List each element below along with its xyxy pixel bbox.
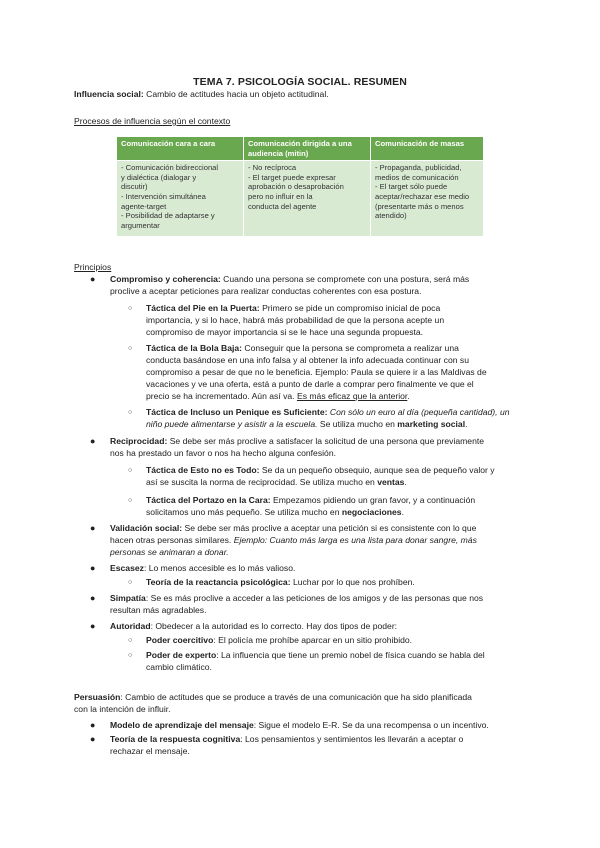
todo-text-2c: . bbox=[404, 477, 407, 487]
penique-text: Con sólo un euro al día (pequeña cantidad), un bbox=[327, 407, 510, 417]
bullet-icon: ● bbox=[90, 593, 96, 603]
cell-line: discutir) bbox=[121, 182, 148, 192]
pie-text: Primero se pide un compromiso inicial de poca bbox=[259, 303, 441, 313]
cell-line: medios de comunicación bbox=[375, 172, 459, 182]
cell-line: - Intervención simultánea bbox=[121, 191, 206, 201]
compromiso-text: Cuando una persona se compromete con una postura, será más bbox=[220, 274, 470, 284]
reciprocidad-text: Se debe ser más proclive a satisfacer la solicitud de una persona que previamente bbox=[167, 436, 485, 446]
cell-line: - Propaganda, publicidad, bbox=[375, 163, 462, 173]
portazo-label: Táctica del Portazo en la Cara: bbox=[146, 495, 271, 505]
experto-line-2: cambio climático. bbox=[146, 662, 212, 672]
penique-emphasis: marketing social bbox=[397, 419, 466, 429]
circle-bullet-icon: ○ bbox=[128, 637, 133, 644]
reactancia-text: Luchar por lo que nos prohíben. bbox=[290, 577, 415, 587]
autoridad-line bbox=[110, 621, 397, 632]
bullet-icon: ● bbox=[90, 436, 96, 446]
cell-line: - Posibilidad de adaptarse y bbox=[121, 211, 215, 221]
circle-bullet-icon: ○ bbox=[128, 467, 133, 474]
portazo-line-1 bbox=[146, 495, 475, 506]
circle-bullet-icon: ○ bbox=[128, 305, 133, 312]
reciprocidad-label: Reciprocidad: bbox=[110, 436, 168, 446]
penique-label: Táctica de Incluso un Penique es Suficiente: bbox=[146, 407, 328, 417]
validacion-line-3: personas se animaran a donar. bbox=[110, 547, 229, 557]
cognitiva-line-2: rechazar el mensaje. bbox=[110, 746, 190, 756]
pie-line-2: importancia, y si lo hace, habrá más probabilidad de que la persona acepte un bbox=[146, 315, 445, 325]
table-header-audiencia: Comunicación dirigida a una audiencia (mitin) bbox=[244, 137, 371, 161]
table-row bbox=[117, 161, 484, 237]
pie-line-3: compromiso de mayor importancia si se le hace una segunda propuesta. bbox=[146, 327, 424, 337]
validacion-example: Ejemplo: Cuanto más larga es una lista para donar sangre, más bbox=[233, 535, 477, 545]
cell-line: agente-target bbox=[121, 201, 167, 211]
bullet-icon: ● bbox=[90, 563, 96, 573]
validacion-line-1 bbox=[110, 523, 476, 534]
persuasion-text: : Cambio de actitudes que se produce a través de una comunicación que ha sido planificada bbox=[120, 692, 472, 702]
bullet-icon: ● bbox=[90, 523, 96, 533]
coercitivo-text: : El policía me prohíbe aparcar en un sitio prohibido. bbox=[213, 635, 413, 645]
circle-bullet-icon: ○ bbox=[128, 579, 133, 586]
principios-heading: Principios bbox=[74, 262, 112, 272]
todo-text: Se da un pequeño obsequio, aunque sea de pequeño valor y bbox=[259, 465, 495, 475]
experto-label: Poder de experto bbox=[146, 650, 217, 660]
simpatia-label: Simpatía bbox=[110, 593, 146, 603]
penique-example: niño puede alimentarse y asistir a la escuela. bbox=[146, 419, 318, 429]
todo-label: Táctica de Esto no es Todo: bbox=[146, 465, 260, 475]
portazo-line-2 bbox=[146, 507, 404, 518]
simpatia-line-1 bbox=[110, 593, 483, 604]
circle-bullet-icon: ○ bbox=[128, 497, 133, 504]
simpatia-text: : Se es más proclive a acceder a las peticiones de los amigos y de las personas que nos bbox=[145, 593, 484, 603]
reciprocidad-line-1 bbox=[110, 436, 484, 447]
bola-line-3: compromiso a pesar de que no le beneficia. Ejemplo: Paula se quiere ir a las Maldivas de bbox=[146, 367, 487, 377]
escasez-line bbox=[110, 563, 295, 574]
bullet-icon: ● bbox=[90, 621, 96, 631]
validacion-text-2a: hacen otras personas similares. bbox=[110, 535, 234, 545]
cell-line: atendido) bbox=[375, 211, 407, 221]
pie-line-1 bbox=[146, 303, 440, 314]
table-header-masas: Comunicación de masas bbox=[371, 137, 484, 161]
autoridad-text: : Obedecer a la autoridad es lo correcto. Hay dos tipos de poder: bbox=[150, 621, 398, 631]
validacion-line-2 bbox=[110, 535, 477, 546]
bullet-icon: ● bbox=[90, 734, 96, 744]
portazo-emphasis: negociaciones bbox=[341, 507, 402, 517]
persuasion-line-1 bbox=[74, 692, 472, 703]
simpatia-line-2: resultan más agradables. bbox=[110, 605, 207, 615]
portazo-text-2a: solicitamos uno más pequeño. Se utiliza mucho en bbox=[146, 507, 342, 517]
cell-line: argumentar bbox=[121, 220, 160, 230]
bullet-icon: ● bbox=[90, 274, 96, 284]
penique-line-2 bbox=[146, 419, 468, 430]
cognitiva-text: : Los pensamientos y sentimientos les llevarán a aceptar o bbox=[240, 734, 464, 744]
table-cell-audiencia bbox=[244, 161, 371, 237]
penique-line-1 bbox=[146, 407, 510, 418]
escasez-text: : Lo menos accesible es lo más valioso. bbox=[143, 563, 296, 573]
circle-bullet-icon: ○ bbox=[128, 409, 133, 416]
bullet-icon: ● bbox=[90, 720, 96, 730]
compromiso-line-2: proclive a aceptar peticiones para realizar conductas coherentes con esa postura. bbox=[110, 286, 422, 296]
influencia-label: Influencia social: bbox=[74, 89, 144, 99]
validacion-label: Validación social: bbox=[110, 523, 183, 533]
circle-bullet-icon: ○ bbox=[128, 345, 133, 352]
cognitiva-line-1 bbox=[110, 734, 463, 745]
reciprocidad-line-2: nos ha prestado un favor o nos ha hecho alguna confesión. bbox=[110, 448, 336, 458]
compromiso-line-1 bbox=[110, 274, 469, 285]
todo-text-2a: así se suscita la norma de reciprocidad. Se utiliza mucho en bbox=[146, 477, 378, 487]
cell-line: y dialéctica (dialogar y bbox=[121, 172, 197, 182]
cell-line: (presentarte más o menos bbox=[375, 201, 464, 211]
pie-label: Táctica del Pie en la Puerta: bbox=[146, 303, 260, 313]
cell-line: - El target puede expresar bbox=[248, 172, 336, 182]
todo-line-1 bbox=[146, 465, 495, 476]
reactancia-line bbox=[146, 577, 415, 588]
cell-line: aprobación o desaprobación bbox=[248, 182, 344, 192]
persuasion-line-2: con la intención de influir. bbox=[74, 704, 171, 714]
persuasion-label: Persuasión bbox=[74, 692, 121, 702]
modelo-text: : Sigue el modelo E-R. Se da una recompensa o un incentivo. bbox=[253, 720, 489, 730]
compromiso-label: Compromiso y coherencia: bbox=[110, 274, 221, 284]
bola-text: Conseguir que la persona se comprometa a realizar una bbox=[242, 343, 459, 353]
experto-text: : La influencia que tiene un premio nobel de física cuando se habla del bbox=[216, 650, 485, 660]
escasez-label: Escasez bbox=[110, 563, 144, 573]
reactancia-label: Teoría de la reactancia psicológica: bbox=[146, 577, 291, 587]
table-header-cara: Comunicación cara a cara bbox=[117, 137, 244, 161]
cell-line: aceptar/rechazar ese medio bbox=[375, 191, 470, 201]
table-cell-cara bbox=[117, 161, 244, 237]
cell-line: - Comunicación bidireccional bbox=[121, 163, 219, 173]
bola-emphasis: Es más eficaz que la anterior bbox=[296, 391, 408, 401]
bola-line-1 bbox=[146, 343, 459, 354]
autoridad-label: Autoridad bbox=[110, 621, 151, 631]
todo-emphasis: ventas bbox=[377, 477, 405, 487]
experto-line-1 bbox=[146, 650, 485, 661]
modelo-label: Modelo de aprendizaje del mensaje bbox=[110, 720, 254, 730]
portazo-text-2c: . bbox=[401, 507, 404, 517]
cell-line: conducta del agente bbox=[248, 201, 317, 211]
portazo-text: Empezamos pidiendo un gran favor, y a continuación bbox=[270, 495, 476, 505]
penique-text-2d: . bbox=[465, 419, 468, 429]
influencia-text: Cambio de actitudes hacia un objeto actitudinal. bbox=[143, 89, 329, 99]
modelo-line bbox=[110, 720, 489, 731]
bola-line-2: conducta basándose en una info falsa y al obtener la info adecuada continuar con su bbox=[146, 355, 469, 365]
cell-line: - El target sólo puede bbox=[375, 182, 448, 192]
coercitivo-label: Poder coercitivo bbox=[146, 635, 214, 645]
page-title: TEMA 7. PSICOLOGÍA SOCIAL. RESUMEN bbox=[193, 76, 407, 88]
cell-line: pero no influir en la bbox=[248, 191, 313, 201]
cell-line: - No recíproca bbox=[248, 163, 297, 173]
bola-label: Táctica de la Bola Baja: bbox=[146, 343, 242, 353]
cognitiva-label: Teoría de la respuesta cognitiva bbox=[110, 734, 241, 744]
procesos-heading: Procesos de influencia según el contexto bbox=[74, 116, 231, 126]
influencia-social-definition bbox=[74, 89, 329, 100]
influence-context-table bbox=[116, 136, 484, 237]
todo-line-2 bbox=[146, 477, 407, 488]
bola-line-4: vacaciones y ve una oferta, está a punto de darle a comprar pero finalmente ve que el bbox=[146, 379, 474, 389]
coercitivo-line bbox=[146, 635, 412, 646]
bola-text-5c: . bbox=[407, 391, 410, 401]
penique-text-2b: Se utiliza mucho en bbox=[317, 419, 398, 429]
bola-text-5a: precio se ha incrementado. Aún así va. bbox=[146, 391, 297, 401]
table-header-row bbox=[117, 137, 484, 161]
bola-line-5 bbox=[146, 391, 410, 402]
table-cell-masas bbox=[371, 161, 484, 237]
validacion-text: Se debe ser más proclive a aceptar una petición si es consistente con lo que bbox=[182, 523, 477, 533]
circle-bullet-icon: ○ bbox=[128, 652, 133, 659]
